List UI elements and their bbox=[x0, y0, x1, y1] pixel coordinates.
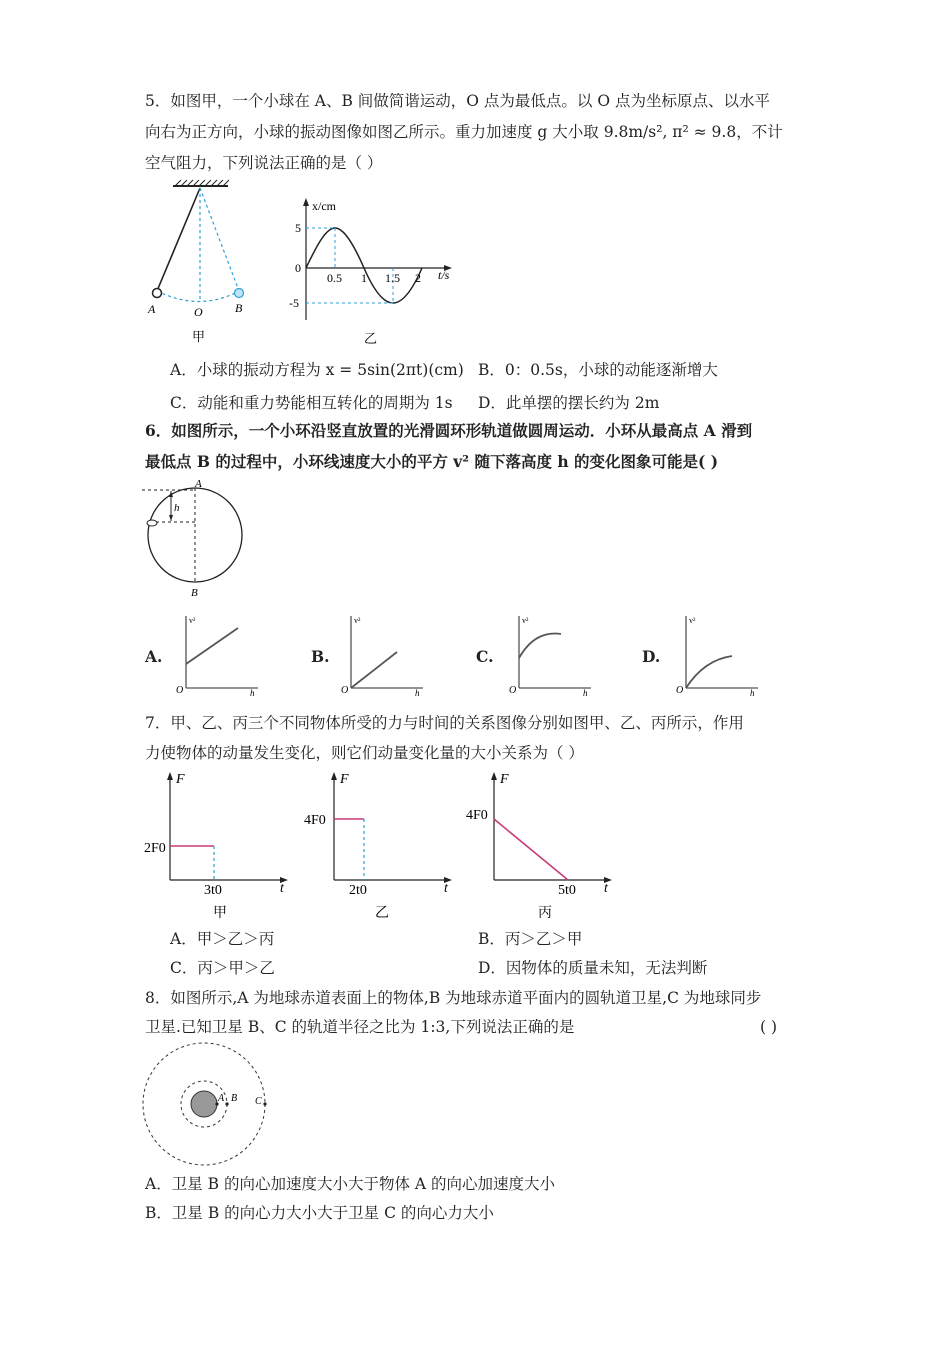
q6-option-a[interactable]: A. bbox=[145, 647, 163, 666]
axis-f: F bbox=[340, 772, 349, 787]
axis-t: t bbox=[444, 881, 448, 896]
tick-5: 5 bbox=[295, 221, 301, 235]
axis-h: h bbox=[583, 688, 588, 697]
label-b: B bbox=[191, 587, 198, 599]
axis-h: h bbox=[750, 688, 755, 697]
force-line bbox=[494, 819, 568, 880]
q6-option-b[interactable]: B. bbox=[311, 647, 330, 666]
label-c: C bbox=[255, 1096, 262, 1107]
q5-option-c[interactable]: C．动能和重力势能相互转化的周期为 1s bbox=[170, 394, 453, 412]
label-b: B bbox=[231, 1093, 238, 1104]
tick-origin: 0 bbox=[295, 261, 301, 275]
sine-curve bbox=[306, 228, 422, 303]
q6-graph-c bbox=[505, 612, 595, 697]
t-label: 3t0 bbox=[204, 883, 222, 898]
origin: O bbox=[676, 685, 684, 696]
q6-line2: 最低点 B 的过程中，小环线速度大小的平方 v² 随下落高度 h 的变化图象可能是( ) bbox=[145, 452, 719, 471]
axis-t: t bbox=[604, 881, 608, 896]
small-ring bbox=[147, 520, 157, 526]
axis-v2: v² bbox=[189, 616, 196, 625]
tick-neg5: -5 bbox=[289, 296, 299, 310]
label-o: O bbox=[194, 305, 203, 319]
f-label: 4F0 bbox=[466, 808, 488, 823]
q5-line1: 5．如图甲，一个小球在 A、B 间做简谐运动，O 点为最低点。以 O 点为坐标原点、以水平 bbox=[145, 92, 770, 110]
y-axis-label: x/cm bbox=[312, 199, 336, 213]
axis-v2: v² bbox=[522, 616, 529, 625]
q6-option-c[interactable]: C. bbox=[476, 647, 494, 666]
earth bbox=[191, 1091, 217, 1117]
caption-jia: 甲 bbox=[192, 329, 206, 344]
caption: 乙 bbox=[375, 906, 389, 921]
axis-f: F bbox=[500, 772, 509, 787]
q8-line1: 8．如图所示,A 为地球赤道表面上的物体,B 为地球赤道平面内的圆轨道卫星,C 为地球同步 bbox=[145, 989, 762, 1007]
force-graph-bing bbox=[462, 768, 622, 926]
q8-option-a[interactable]: A．卫星 B 的向心加速度大小大于物体 A 的向心加速度大小 bbox=[145, 1175, 555, 1193]
vibration-graph bbox=[288, 196, 468, 352]
axis-v2: v² bbox=[689, 616, 696, 625]
caption-yi: 乙 bbox=[364, 331, 378, 346]
q6-line1: 6．如图所示，一个小环沿竖直放置的光滑圆环形轨道做圆周运动．小环从最高点 A 滑到 bbox=[145, 421, 753, 440]
tick-0.5: 0.5 bbox=[327, 271, 342, 285]
q5-line2: 向右为正方向，小球的振动图像如图乙所示。重力加速度 g 大小取 9.8m/s², π² ≈ 9.8，不计 bbox=[145, 123, 783, 141]
q7-option-d[interactable]: D．因物体的质量未知，无法判断 bbox=[478, 959, 708, 977]
ring-track-figure bbox=[140, 476, 250, 600]
origin: O bbox=[509, 685, 517, 696]
label-a: A bbox=[195, 478, 202, 490]
tick-1: 1 bbox=[361, 271, 367, 285]
q7-line1: 7．甲、乙、丙三个不同物体所受的力与时间的关系图像分别如图甲、乙、丙所示，作用 bbox=[145, 714, 744, 732]
q8-option-b[interactable]: B．卫星 B 的向心力大小大于卫星 C 的向心力大小 bbox=[145, 1204, 494, 1222]
q6-option-d[interactable]: D. bbox=[642, 647, 661, 666]
q8-line2: 卫星.已知卫星 B、C 的轨道半径之比为 1:3,下列说法正确的是 bbox=[145, 1018, 575, 1036]
tick-1.5: 1.5 bbox=[385, 271, 400, 285]
label-h: h bbox=[174, 502, 180, 514]
graph-line bbox=[186, 628, 238, 664]
graph-curve bbox=[519, 634, 561, 659]
q6-graph-d bbox=[672, 612, 762, 697]
tick-2: 2 bbox=[415, 271, 421, 285]
q6-graph-b bbox=[337, 612, 427, 697]
orbit-figure bbox=[140, 1040, 280, 1170]
axis-t: t bbox=[280, 881, 284, 896]
label-b: B bbox=[235, 301, 243, 315]
graph-line bbox=[351, 652, 397, 688]
caption: 丙 bbox=[538, 906, 552, 921]
x-axis-label: t/s bbox=[438, 268, 450, 282]
t-label: 2t0 bbox=[349, 883, 367, 898]
ball-b bbox=[235, 289, 244, 298]
pendulum-figure bbox=[140, 178, 260, 348]
ball-a bbox=[153, 289, 162, 298]
t-label: 5t0 bbox=[558, 883, 576, 898]
q6-graph-a bbox=[172, 612, 262, 697]
f-label: 2F0 bbox=[144, 841, 166, 856]
graph-curve bbox=[686, 656, 732, 688]
q5-line3: 空气阻力，下列说法正确的是（ ） bbox=[145, 154, 383, 172]
force-graph-jia bbox=[140, 768, 300, 926]
q5-option-a[interactable]: A．小球的振动方程为 x = 5sin(2πt)(cm) bbox=[170, 361, 464, 379]
q7-option-a[interactable]: A．甲＞乙＞丙 bbox=[170, 930, 275, 948]
label-a: A bbox=[218, 1093, 225, 1104]
force-graph-yi bbox=[300, 768, 460, 926]
axis-h: h bbox=[415, 688, 420, 697]
axis-v2: v² bbox=[354, 616, 361, 625]
f-label: 4F0 bbox=[304, 813, 326, 828]
axis-h: h bbox=[250, 688, 255, 697]
caption: 甲 bbox=[213, 906, 227, 921]
origin: O bbox=[176, 685, 184, 696]
origin: O bbox=[341, 685, 349, 696]
q7-line2: 力使物体的动量发生变化，则它们动量变化量的大小关系为（ ） bbox=[145, 744, 584, 762]
q8-answer-paren: ( ) bbox=[760, 1018, 778, 1036]
q7-option-c[interactable]: C．丙＞甲＞乙 bbox=[170, 959, 275, 977]
q5-option-d[interactable]: D．此单摆的摆长约为 2m bbox=[478, 394, 660, 412]
q7-option-b[interactable]: B．丙＞乙＞甲 bbox=[478, 930, 583, 948]
axis-f: F bbox=[176, 772, 185, 787]
q5-option-b[interactable]: B．0：0.5s，小球的动能逐渐增大 bbox=[478, 361, 718, 379]
label-a: A bbox=[148, 302, 156, 316]
